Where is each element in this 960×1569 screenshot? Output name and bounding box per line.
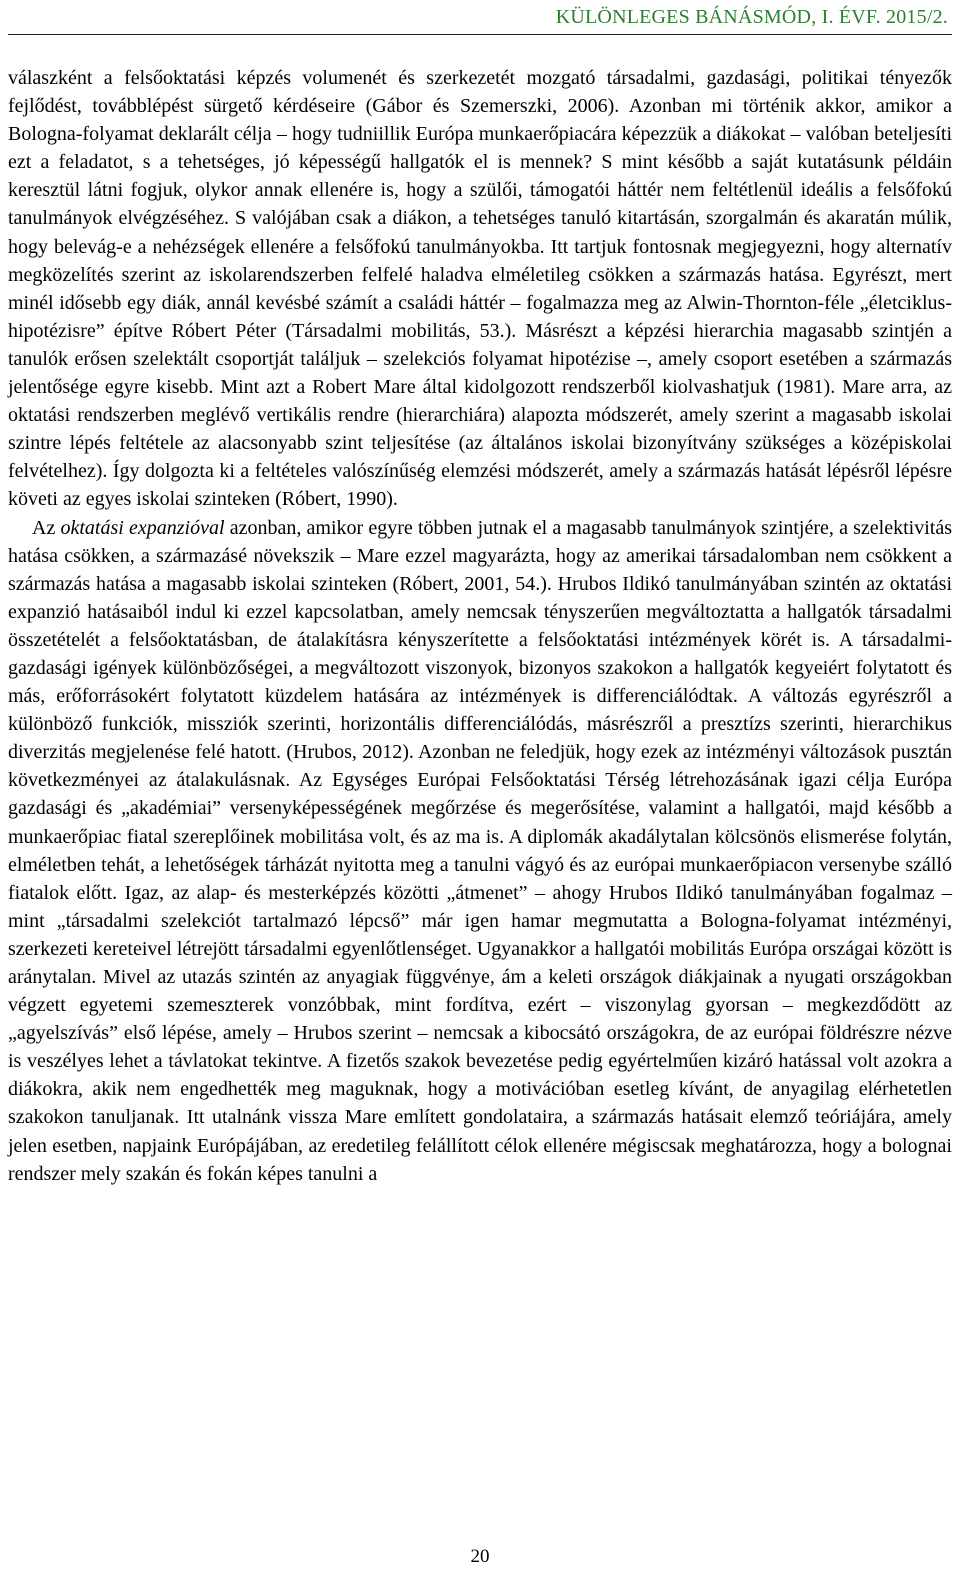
- paragraph-2-lead: Az: [32, 516, 61, 539]
- paragraph-2-text: azonban, amikor egyre többen jutnak el a magasabb tanulmányok szintjére, a szelektivitás hatása csökken, a származásé növekszik – Mare ezzel magyarázta, hogy az amerikai társadalomban nem csökkent a származás hatása a magasabb iskolai szinteken (Róbert, 2001, 54.). Hrubos Ildikó tanulmányában szintén az oktatási expanzió hatásaiból indul ki ezzel kapcsolatban, amely nemcsak tényszerűen megváltoztatta a hallgatók társadalmi összetételét a felsőoktatásban, de átalakításra kényszerítette a felsőoktatási intézmények körét is. A társadalmi-gazdasági igények különbözőségei, a megváltozott viszonyok, bizonyos szakokon a hallgatók kegyeiért folytatott és más, erőforrásokért folytatott küzdelem hatására az intézmények is differenciálódtak. A változás egyrészről a különböző funkciók, missziók szerinti, horizontális differenciálódás, másrészről a presztízs szerinti, hierarchikus diverzitás megjelenése felé hatott. (Hrubos, 2012). Azonban ne feledjük, hogy ezek az intézményi változások pusztán következményei az átalakulásnak. Az Egységes Európai Felsőoktatási Térség létrehozásának igazi célja Európa gazdasági és „akadémiai” versenyképességének megőrzése és megerősítése, valamint a hallgatói, majd később a munkaerőpiac fiatal szereplőinek mobilitása volt, és az ma is. A diplomák akadálytalan kölcsönös elismerése folytán, elméletben tehát, a lehetőségek tárházát nyitotta meg a tanulni vágyó és az európai munkaerőpiacon versenybe szálló fiatalok előtt. Igaz, az alap- és mesterképzés közötti „átmenet” – ahogy Hrubos Ildikó tanulmányában fogalmaz – mint „társadalmi szelekciót tartalmazó lépcső” már igen hamar megmutatta a Bologna-folyamat intézményi, szerkezeti kereteivel létrejött társadalmi egyenlőtlenséget. Ugyanakkor a hallgatói mobilitás Európa országai között is aránytalan. Mivel az utazás szintén az anyagiak függvénye, ám a keleti országok diákjainak a nyugati országokban végzett egyetemi szemeszterek vonzóbbak, mint fordítva, ezért – viszonylag gyorsan – megkezdődött az „agyelszívás” első lépése, amely – Hrubos szerint – nemcsak a kibocsátó országokra, de az európai földrészre nézve is veszélyes lehet a távlatokat tekintve. A fizetős szakok bevezetése pedig egyértelműen kizáró hatással volt azokra a diákokra, akik nem engedhették meg maguknak, hogy a motivációban esetleg kívánt, de anyagilag elérhetetlen szakokon tanuljanak. Itt utalnánk vissza Mare említett gondolataira, a származás hatásait elemző teóriájára, amely jelen esetben, napjaink Európájában, az eredetileg felállított célok ellenére mégiscsak meghatározza, hogy a bolognai rendszer mely szakán és fokán képes tanulni a: [8, 516, 952, 1185]
- running-header: KÜLÖNLEGES BÁNÁSMÓD, I. ÉVF. 2015/2.: [555, 6, 948, 28]
- paragraph-1: [8, 64, 952, 514]
- paragraph-2: [8, 514, 952, 1188]
- header-rule: [8, 34, 952, 35]
- page-number: 20: [470, 1546, 490, 1567]
- paragraph-2-italic-term: oktatási expanzióval: [60, 516, 225, 539]
- body-text: [8, 64, 952, 1188]
- paragraph-1-text: válaszként a felsőoktatási képzés volumenét és szerkezetét mozgató társadalmi, gazdasági, politikai tényezők fejlődést, továbblépést sürgető kérdéseire (Gábor és Szemerszki, 2006). Azonban mi történik akkor, amikor a Bologna-folyamat deklarált célja – hogy tudniillik Európa munkaerőpiacára képezzük a diákokat – valóban beteljesíti ezt a feladatot, s a tehetséges, jó képességű hallgatók el is mennek? S mint később a saját kutatásunk példáin keresztül látni fogjuk, olykor annak ellenére is, hogy a szülői, támogatói háttér nem feltétlenül ideális a felsőfokú tanulmányok elvégzéséhez. S valójában csak a diákon, a tehetséges tanuló kitartásán, szorgalmán és akaratán múlik, hogy belevág-e a nehézségek ellenére a felsőfokú tanulmányokba. Itt tartjuk fontosnak megjegyezni, hogy alternatív megközelítés szerint az iskolarendszerben felfelé haladva elméletileg csökken a származás hatása. Egyrészt, mert minél idősebb egy diák, annál kevésbé számít a családi háttér – fogalmazza meg az Alwin-Thornton-féle „életciklus-hipotézisre” építve Róbert Péter (Társadalmi mobilitás, 53.). Másrészt a képzési hierarchia magasabb szintjén a tanulók erősen szelektált csoportját találjuk – szelekciós folyamat hipotézise –, amely csoport esetében a származás jelentősége egyre kisebb. Mint azt a Robert Mare által kidolgozott rendszerből kiolvashatjuk (1981). Mare arra, az oktatási rendszerben meglévő vertikális rendre (hierarchiára) alapozta módszerét, amely szerint a magasabb iskolai szintre lépés feltétele az alacsonyabb szint teljesítése (az általános iskolai bizonyítvány szükséges a középiskolai felvételhez). Így dolgozta ki a feltételes valószínűség elemzési módszerét, amely a származás hatását lépésről lépésre követi az egyes iskolai szinteken (Róbert, 1990).: [8, 67, 952, 511]
